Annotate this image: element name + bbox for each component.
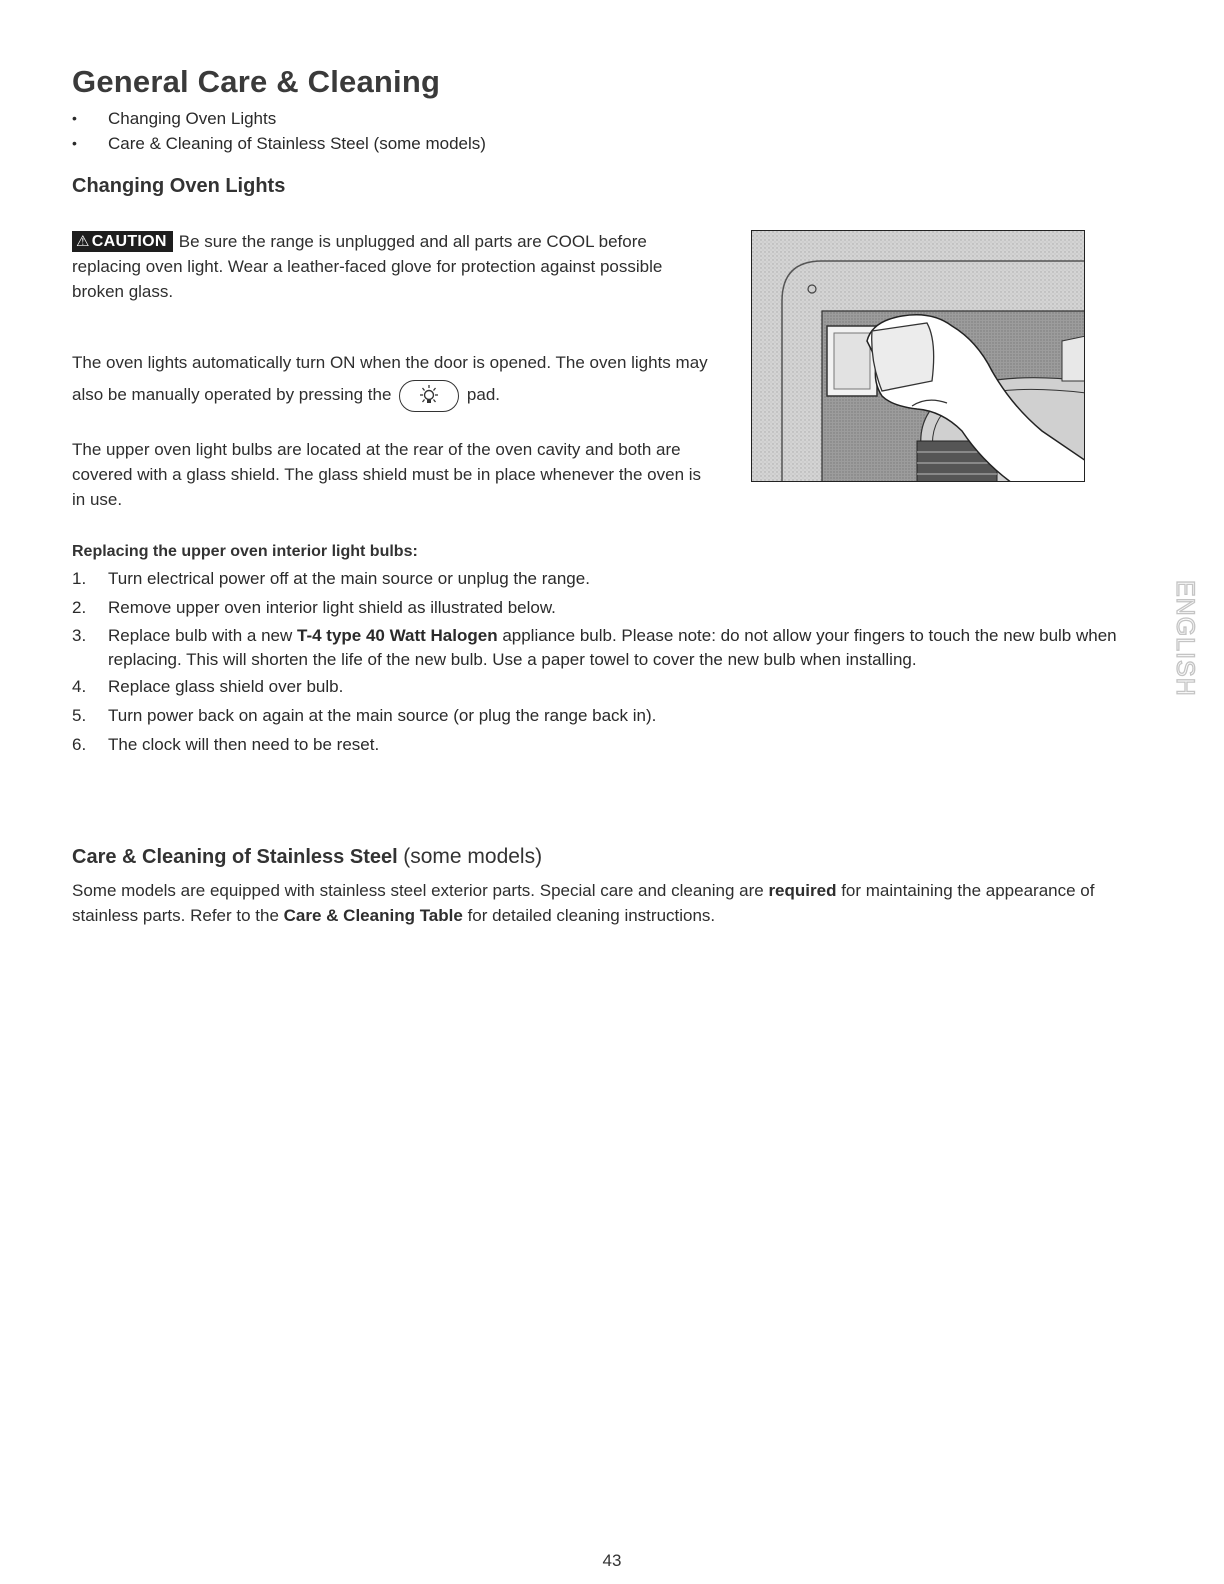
caution-paragraph	[72, 229, 712, 304]
light-bulb-icon	[399, 380, 459, 412]
stainless-emphasis: required	[768, 881, 837, 900]
language-label: ENGLISH	[1171, 580, 1199, 697]
step-item	[72, 624, 1152, 672]
bulb-type: T-4 type 40 Watt Halogen	[297, 626, 498, 645]
replacement-steps	[72, 570, 1152, 765]
step-number: 5.	[72, 706, 87, 725]
caution-text: Be sure the range is unplugged and all parts are COOL before replacing oven light. Wear a leather-faced glove for protection against possible broken glass.	[72, 232, 663, 301]
step-text: Replace glass shield over bulb.	[108, 677, 344, 696]
topic-list	[72, 106, 486, 156]
step-item	[72, 599, 1152, 616]
stainless-text: for maintaining the appearance of stainless parts. Refer to the	[72, 881, 1095, 925]
page-number: 43	[602, 1551, 622, 1570]
page-title: General Care & Cleaning	[72, 64, 441, 99]
topic-item: • Changing Oven Lights	[72, 106, 486, 131]
oven-lights-text-end: pad.	[466, 385, 500, 404]
topic-item: • Care & Cleaning of Stainless Steel (some models)	[72, 131, 486, 156]
stainless-heading-note: (some models)	[403, 845, 543, 868]
replacing-subheading: Replacing the upper oven interior light bulbs:	[72, 543, 418, 560]
step-text: Replace bulb with a new	[108, 626, 298, 645]
step-number: 3.	[72, 626, 87, 645]
step-text: The clock will then need to be reset.	[108, 735, 380, 754]
bulb-location-paragraph: The upper oven light bulbs are located at the rear of the oven cavity and both are covered with a glass shield. The glass shield must be in place whenever the oven is in use.	[72, 440, 702, 509]
stainless-heading-bold: Care & Cleaning of Stainless Steel	[72, 846, 398, 868]
language-side-tab	[1147, 578, 1201, 710]
oven-lights-text: The oven lights automatically turn ON when the door is opened. The oven lights may also be manually operated by pressing the	[72, 353, 708, 404]
step-text: Turn electrical power off at the main source or unplug the range.	[108, 569, 590, 588]
step-item	[72, 707, 1152, 724]
stainless-text: Some models are equipped with stainless steel exterior parts. Special care and cleaning are	[72, 881, 769, 900]
step-number: 4.	[72, 677, 87, 696]
care-table-reference: Care & Cleaning Table	[283, 906, 463, 925]
step-item	[72, 678, 1152, 695]
warning-icon: ⚠	[76, 233, 90, 250]
step-text: Remove upper oven interior light shield as illustrated below.	[108, 598, 556, 617]
step-text: Turn power back on again at the main source (or plug the range back in).	[108, 706, 657, 725]
step-number: 6.	[72, 735, 87, 754]
oven-lights-paragraph	[72, 347, 722, 412]
step-text: appliance bulb. Please note: do not allow your fingers to touch the new bulb when replacing. This will shorten the life of the new bulb. Use a paper towel to cover the new bulb when installing.	[108, 626, 1117, 669]
step-number: 1.	[72, 569, 87, 588]
section-heading-oven-lights: Changing Oven Lights	[72, 175, 286, 197]
step-item	[72, 736, 1152, 753]
caution-label: CAUTION	[91, 233, 167, 250]
stainless-text: for detailed cleaning instructions.	[462, 906, 716, 925]
step-number: 2.	[72, 598, 87, 617]
stainless-paragraph	[72, 878, 1152, 928]
caution-badge	[72, 231, 173, 252]
section-heading-stainless	[72, 845, 542, 869]
oven-light-illustration	[751, 230, 1085, 482]
step-item	[72, 570, 1152, 587]
